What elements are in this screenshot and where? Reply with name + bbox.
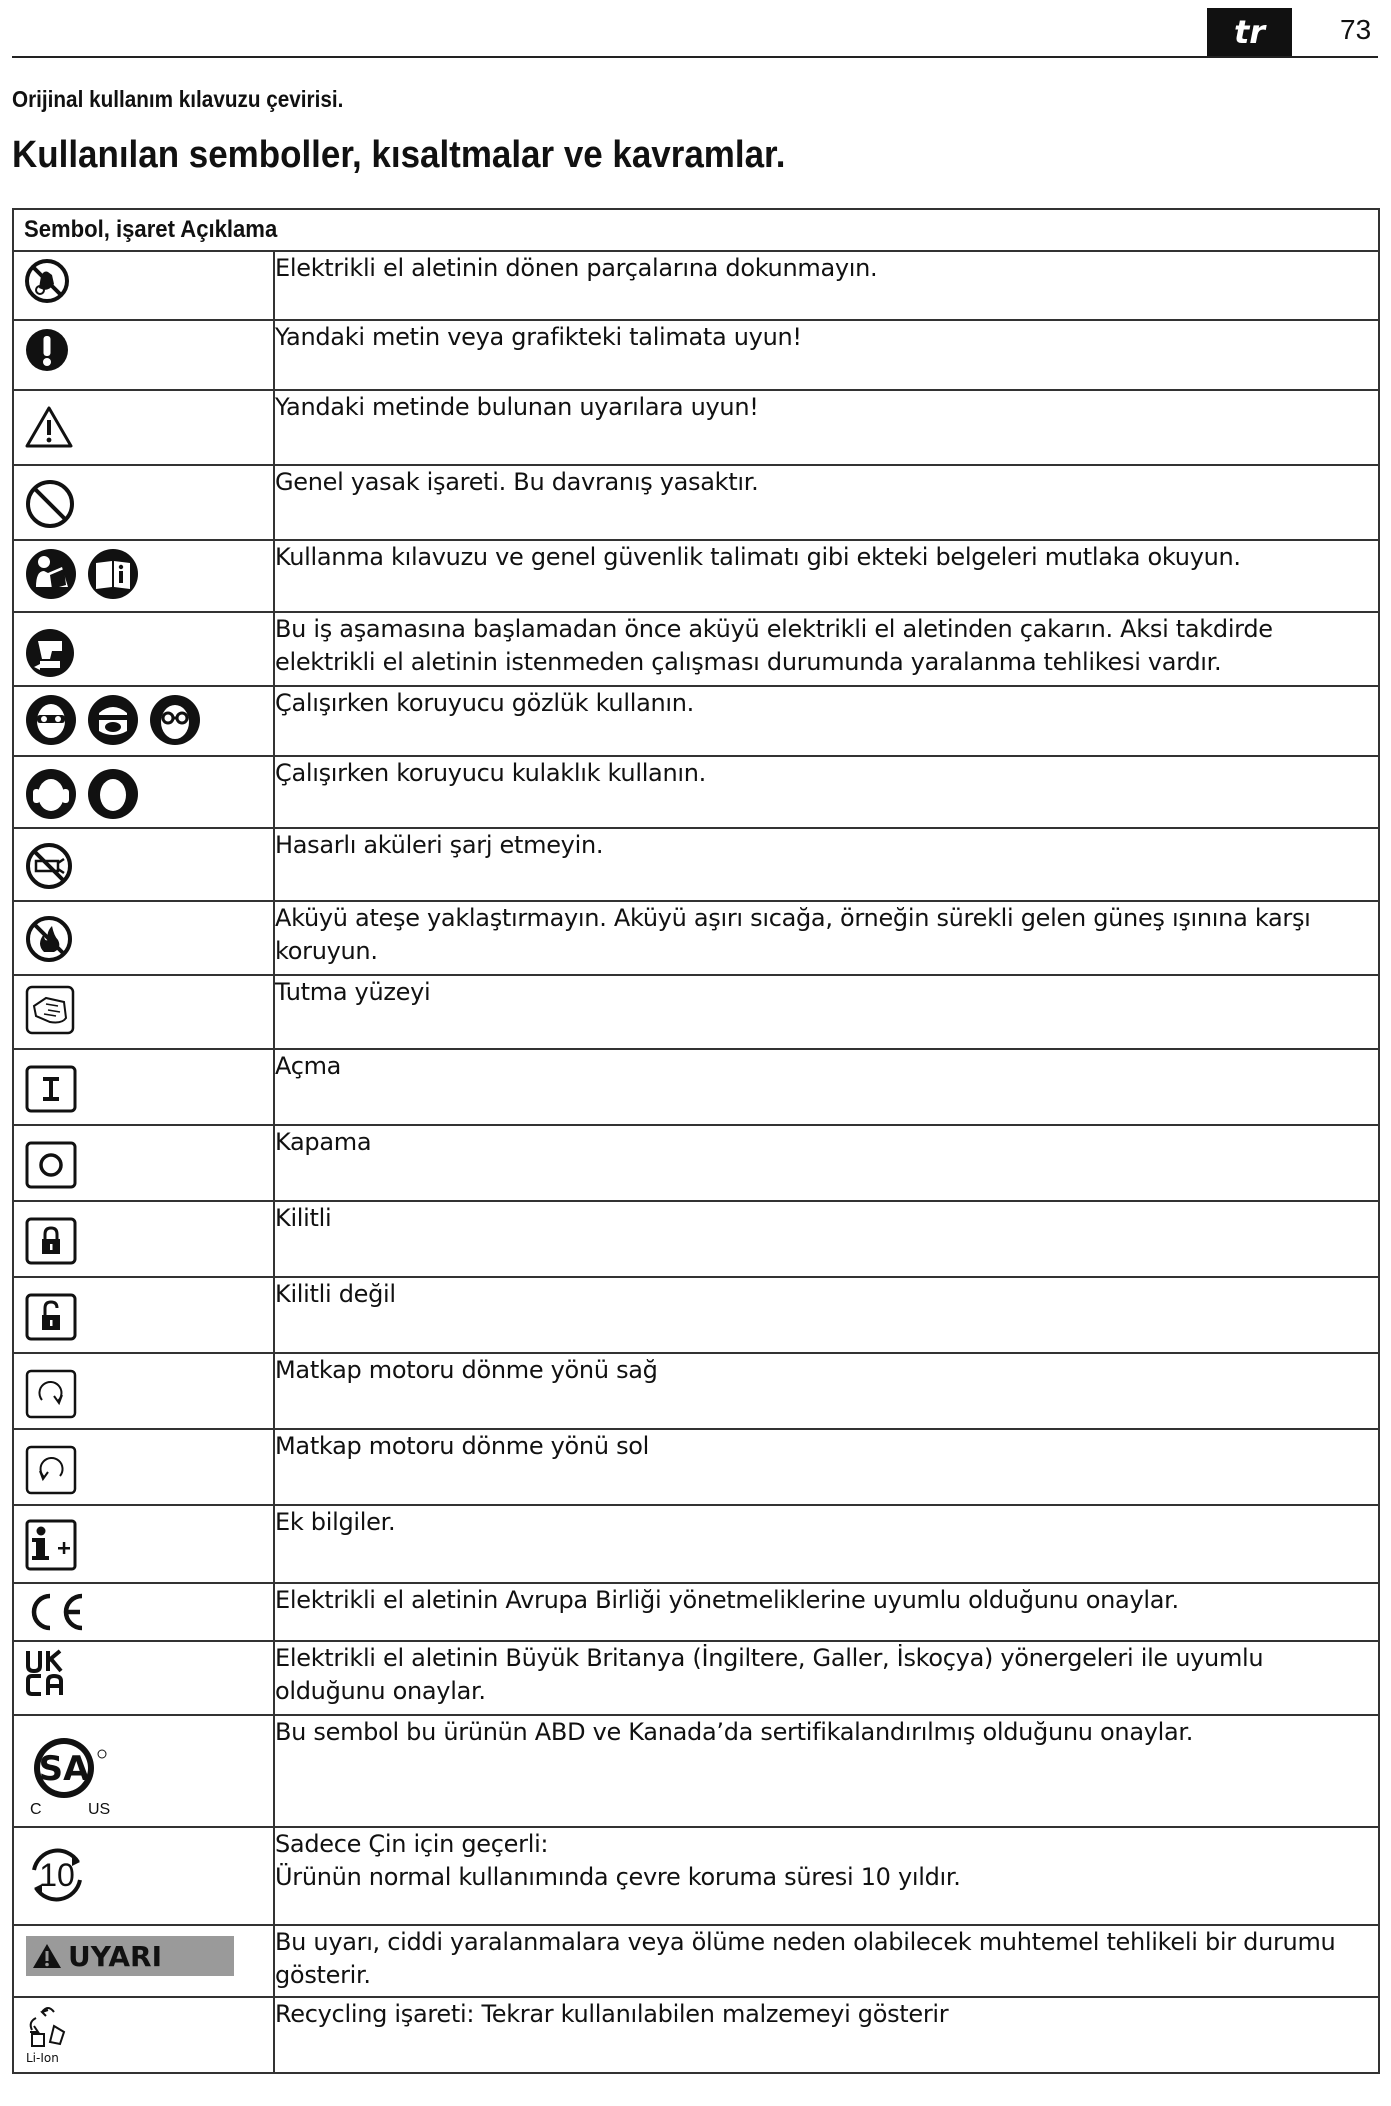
row-description: Kilitli değil — [274, 1277, 1379, 1353]
rotate-left-icon — [24, 1444, 78, 1496]
table-row — [13, 465, 1379, 540]
csa-mark-icon — [24, 1726, 134, 1818]
info-book-icon — [86, 547, 140, 601]
ear-muffs-icon — [86, 767, 140, 821]
table-row — [13, 1715, 1379, 1827]
no-charge-damaged-battery-icon — [24, 841, 74, 891]
keep-battery-from-fire-icon — [24, 914, 74, 964]
csa-us-label: US — [88, 1801, 111, 1818]
table-row — [13, 251, 1379, 320]
table-row — [13, 975, 1379, 1049]
row-description: Elektrikli el aletinin Avrupa Birliği yönetmeliklerine uyumlu olduğunu onaylar. — [274, 1583, 1379, 1641]
row-description: Bu iş aşamasına başlamadan önce aküyü elektrikli el aletinden çakarın. Aksi takdirde elektrikli el aletinin istenmeden çalışması durumunda yaralanma tehlikesi vardır. — [274, 612, 1379, 686]
table-row — [13, 1827, 1379, 1925]
table-row — [13, 540, 1379, 612]
page-title: Kullanılan semboller, kısaltmalar ve kavramlar. — [12, 134, 786, 176]
table-row — [13, 612, 1379, 686]
additional-info-icon — [24, 1518, 78, 1572]
row-description: Elektrikli el aletinin Büyük Britanya (İngiltere, Galler, İskoçya) yönergeleri ile uyumlu olduğunu onaylar. — [274, 1641, 1379, 1715]
table-row — [13, 1277, 1379, 1353]
row-description: Açma — [274, 1049, 1379, 1125]
row-description: Elektrikli el aletinin dönen parçalarına dokunmayın. — [274, 251, 1379, 320]
table-row — [13, 1125, 1379, 1201]
table-row — [13, 1049, 1379, 1125]
li-ion-label: Li-Ion — [26, 2051, 59, 2064]
table-row — [13, 1641, 1379, 1715]
unlocked-icon — [24, 1292, 78, 1342]
row-description: Aküyü ateşe yaklaştırmayın. Aküyü aşırı sıcağa, örneğin sürekli gelen güneş ışınına karşı koruyun. — [274, 901, 1379, 975]
table-row — [13, 320, 1379, 390]
warning-triangle-icon — [24, 405, 74, 449]
table-row — [13, 1997, 1379, 2073]
safety-glasses-icon — [148, 693, 202, 747]
row-description: Hasarlı aküleri şarj etmeyin. — [274, 828, 1379, 901]
row-description: Kapama — [274, 1125, 1379, 1201]
table-row — [13, 390, 1379, 465]
face-shield-icon — [86, 693, 140, 747]
row-description: Kilitli — [274, 1201, 1379, 1277]
csa-c-label: C — [30, 1801, 42, 1818]
table-row — [13, 1505, 1379, 1583]
ce-mark-icon — [24, 1590, 90, 1634]
row-description: Ek bilgiler. — [274, 1505, 1379, 1583]
rotate-right-icon — [24, 1368, 78, 1420]
uyari-signal-word — [26, 1936, 234, 1976]
table-row — [13, 1583, 1379, 1641]
symbols-table — [12, 208, 1380, 2074]
grip-surface-icon — [24, 984, 76, 1036]
row-description: Yandaki metin veya grafikteki talimata uyun! — [274, 320, 1379, 390]
locked-icon — [24, 1216, 78, 1266]
row-description: Çalışırken koruyucu kulaklık kullanın. — [274, 756, 1379, 828]
row-description: Çalışırken koruyucu gözlük kullanın. — [274, 686, 1379, 756]
table-row — [13, 756, 1379, 828]
read-manual-icon — [24, 547, 78, 601]
row-description: Tutma yüzeyi — [274, 975, 1379, 1049]
table-row — [13, 1925, 1379, 1997]
uyari-label: UYARI — [68, 1939, 162, 1973]
csa-letters: SA — [38, 1749, 90, 1789]
do-not-touch-rotating-icon — [24, 258, 70, 304]
row-description: Sadece Çin için geçerli: Ürünün normal kullanımında çevre koruma süresi 10 yıldır. — [274, 1827, 1379, 1925]
ukca-mark-icon — [24, 1648, 70, 1698]
document-subtitle: Orijinal kullanım kılavuzu çevirisi. — [12, 86, 344, 112]
column-header: Sembol, işaret Açıklama — [13, 209, 1379, 251]
table-row — [13, 901, 1379, 975]
ear-protection-icon — [24, 767, 78, 821]
row-description: Matkap motoru dönme yönü sol — [274, 1429, 1379, 1505]
efup-10-icon — [24, 1842, 90, 1908]
mandatory-exclamation-icon — [24, 327, 70, 373]
table-row — [13, 828, 1379, 901]
efup-number: 10 — [39, 1857, 75, 1893]
row-description: Yandaki metinde bulunan uyarılara uyun! — [274, 390, 1379, 465]
row-description: Matkap motoru dönme yönü sağ — [274, 1353, 1379, 1429]
remove-battery-icon — [24, 627, 76, 679]
recycling-li-ion-icon — [24, 2002, 80, 2064]
table-header-row — [13, 209, 1379, 251]
warning-triangle-icon — [32, 1943, 62, 1969]
row-description: Genel yasak işareti. Bu davranış yasaktır. — [274, 465, 1379, 540]
row-description: Bu uyarı, ciddi yaralanmalara veya ölüme neden olabilecek muhtemel tehlikeli bir durumu gösterir. — [274, 1925, 1379, 1997]
goggles-icon — [24, 693, 78, 747]
table-row — [13, 1429, 1379, 1505]
page-number: 73 — [1340, 14, 1372, 45]
header-rule — [12, 56, 1378, 58]
table-row — [13, 686, 1379, 756]
power-on-icon — [24, 1064, 78, 1114]
prohibition-icon — [24, 478, 76, 530]
table-row — [13, 1201, 1379, 1277]
language-badge: tr — [1207, 8, 1292, 56]
table-row — [13, 1353, 1379, 1429]
row-description: Bu sembol bu ürünün ABD ve Kanada’da sertifikalandırılmış olduğunu onaylar. — [274, 1715, 1379, 1827]
row-description: Kullanma kılavuzu ve genel güvenlik talimatı gibi ekteki belgeleri mutlaka okuyun. — [274, 540, 1379, 612]
row-description: Recycling işareti: Tekrar kullanılabilen malzemeyi gösterir — [274, 1997, 1379, 2073]
power-off-icon — [24, 1140, 78, 1190]
